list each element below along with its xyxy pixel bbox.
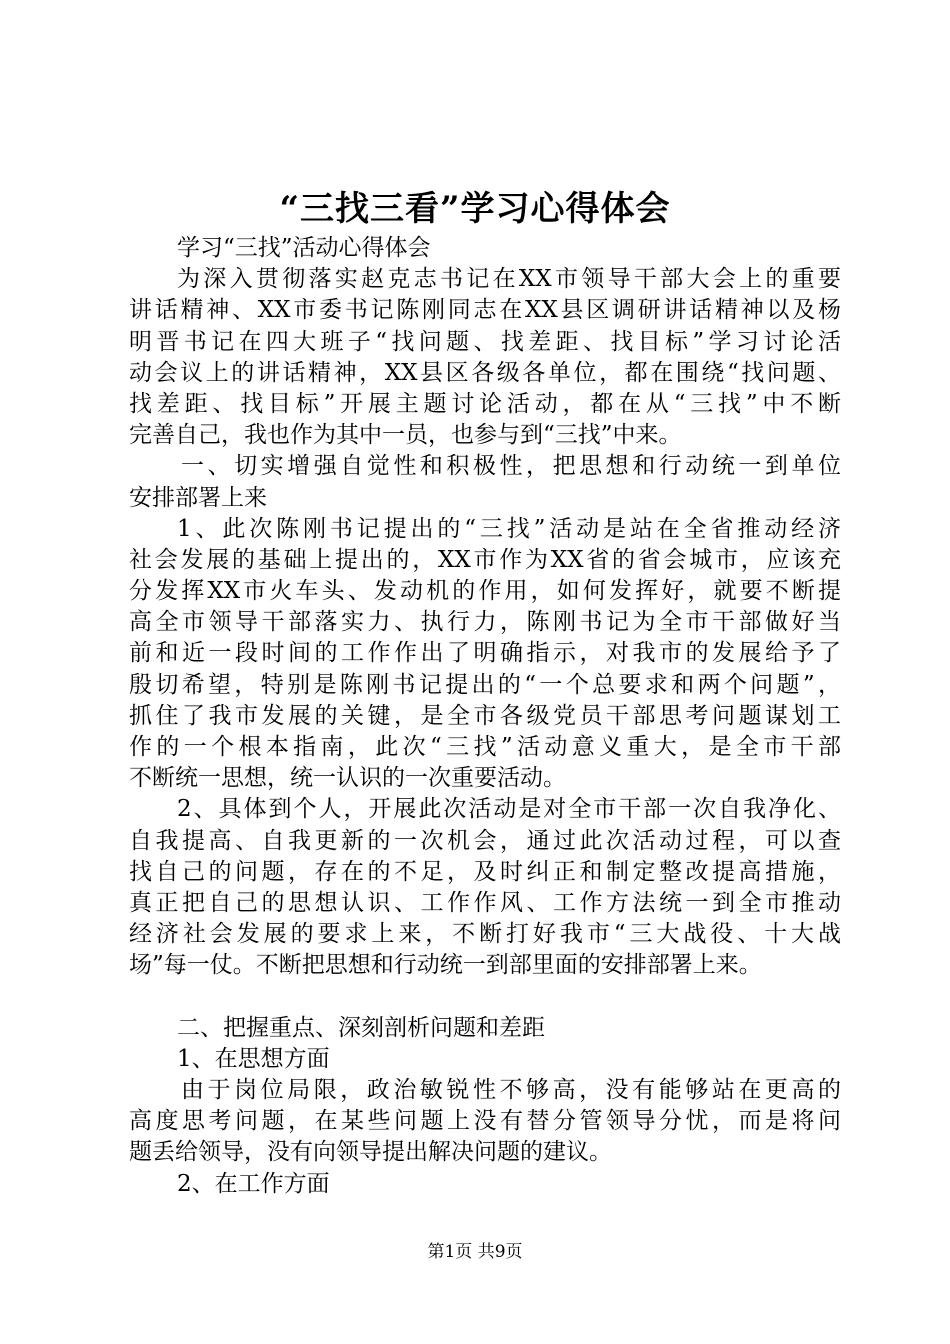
- page-footer: 第1页 共9页: [427, 1242, 523, 1262]
- paragraph-line: 经济社会发展的要求上来，不断打好我市“三大战役、十大战: [129, 921, 841, 948]
- paragraph-line: 不断统一思想，统一认识的一次重要活动。: [129, 765, 566, 792]
- paragraph-line: 题丢给领导，没有向领导提出解决问题的建议。: [129, 1139, 612, 1166]
- paragraph-thinking: [129, 1075, 841, 1169]
- subheading-thinking: 1、在思想方面: [177, 1045, 330, 1072]
- paragraph-line: 真正把自己的思想认识、工作作风、工作方法统一到全市推动: [129, 889, 841, 916]
- paragraph-line: 自我提高、自我更新的一次机会，通过此次活动过程，可以查: [129, 827, 841, 854]
- paragraph-line: 前和近一段时间的工作作出了明确指示，对我市的发展给予了: [129, 640, 841, 667]
- section-heading-one: [129, 451, 841, 513]
- heading-line: 安排部署上来: [129, 484, 267, 511]
- paragraph-line: 为深入贯彻落实赵克志书记在XX市领导干部大会上的重要: [177, 266, 841, 293]
- document-body: [129, 233, 841, 1200]
- blank-line: [129, 982, 841, 1013]
- paragraph-line: 找自己的问题，存在的不足，及时纠正和制定整改提高措施，: [129, 858, 841, 885]
- paragraph-line: 高全市领导干部落实力、执行力，陈刚书记为全市干部做好当: [129, 609, 841, 636]
- paragraph-line: 1、此次陈刚书记提出的“三找”活动是站在全省推动经济: [177, 515, 841, 542]
- paragraph-line: 抓住了我市发展的关键，是全市各级党员干部思考问题谋划工: [129, 702, 841, 729]
- paragraph-line: 高度思考问题，在某些问题上没有替分管领导分忧，而是将问: [129, 1108, 841, 1135]
- paragraph-line: 完善自己，我也作为其中一员，也参与到“三找”中来。: [129, 422, 682, 449]
- paragraph-line: 场”每一仗。不断把思想和行动统一到部里面的安排部署上来。: [129, 952, 762, 979]
- paragraph-line: 2、具体到个人，开展此次活动是对全市干部一次自我净化、: [177, 796, 841, 823]
- paragraph-line: 分发挥XX市火车头、发动机的作用，如何发挥好，就要不断提: [129, 578, 841, 605]
- section-heading-two: 二、把握重点、深刻剖析问题和差距: [177, 1014, 545, 1041]
- paragraph-intro: [129, 264, 841, 451]
- paragraph-line: 作的一个根本指南，此次“三找”活动意义重大，是全市干部: [129, 734, 841, 760]
- document-title: “三找三看”学习心得体会: [279, 189, 671, 229]
- paragraph-line: 找差距、找目标”开展主题讨论活动，都在从“三找”中不断: [129, 390, 841, 417]
- paragraph-line: 明晋书记在四大班子“找问题、找差距、找目标”学习讨论活: [129, 328, 841, 355]
- paragraph-point-one: [129, 514, 841, 795]
- paragraph-point-two: [129, 794, 841, 981]
- subheading-work: 2、在工作方面: [177, 1170, 330, 1197]
- paragraph-line: 社会发展的基础上提出的，XX市作为XX省的省会城市，应该充: [129, 546, 841, 573]
- heading-line: 一、切实增强自觉性和积极性，把思想和行动统一到单位: [181, 453, 841, 480]
- paragraph-line: 由于岗位局限，政治敏锐性不够高，没有能够站在更高的: [181, 1077, 841, 1104]
- paragraph-line: 殷切希望，特别是陈刚书记提出的“一个总要求和两个问题”，: [129, 671, 841, 698]
- paragraph-line: 动会议上的讲话精神，XX县区各级各单位，都在围绕“找问题、: [129, 359, 841, 386]
- paragraph-line: 讲话精神、XX市委书记陈刚同志在XX县区调研讲话精神以及杨: [129, 297, 841, 324]
- subtitle-line: 学习“三找”活动心得体会: [177, 235, 431, 261]
